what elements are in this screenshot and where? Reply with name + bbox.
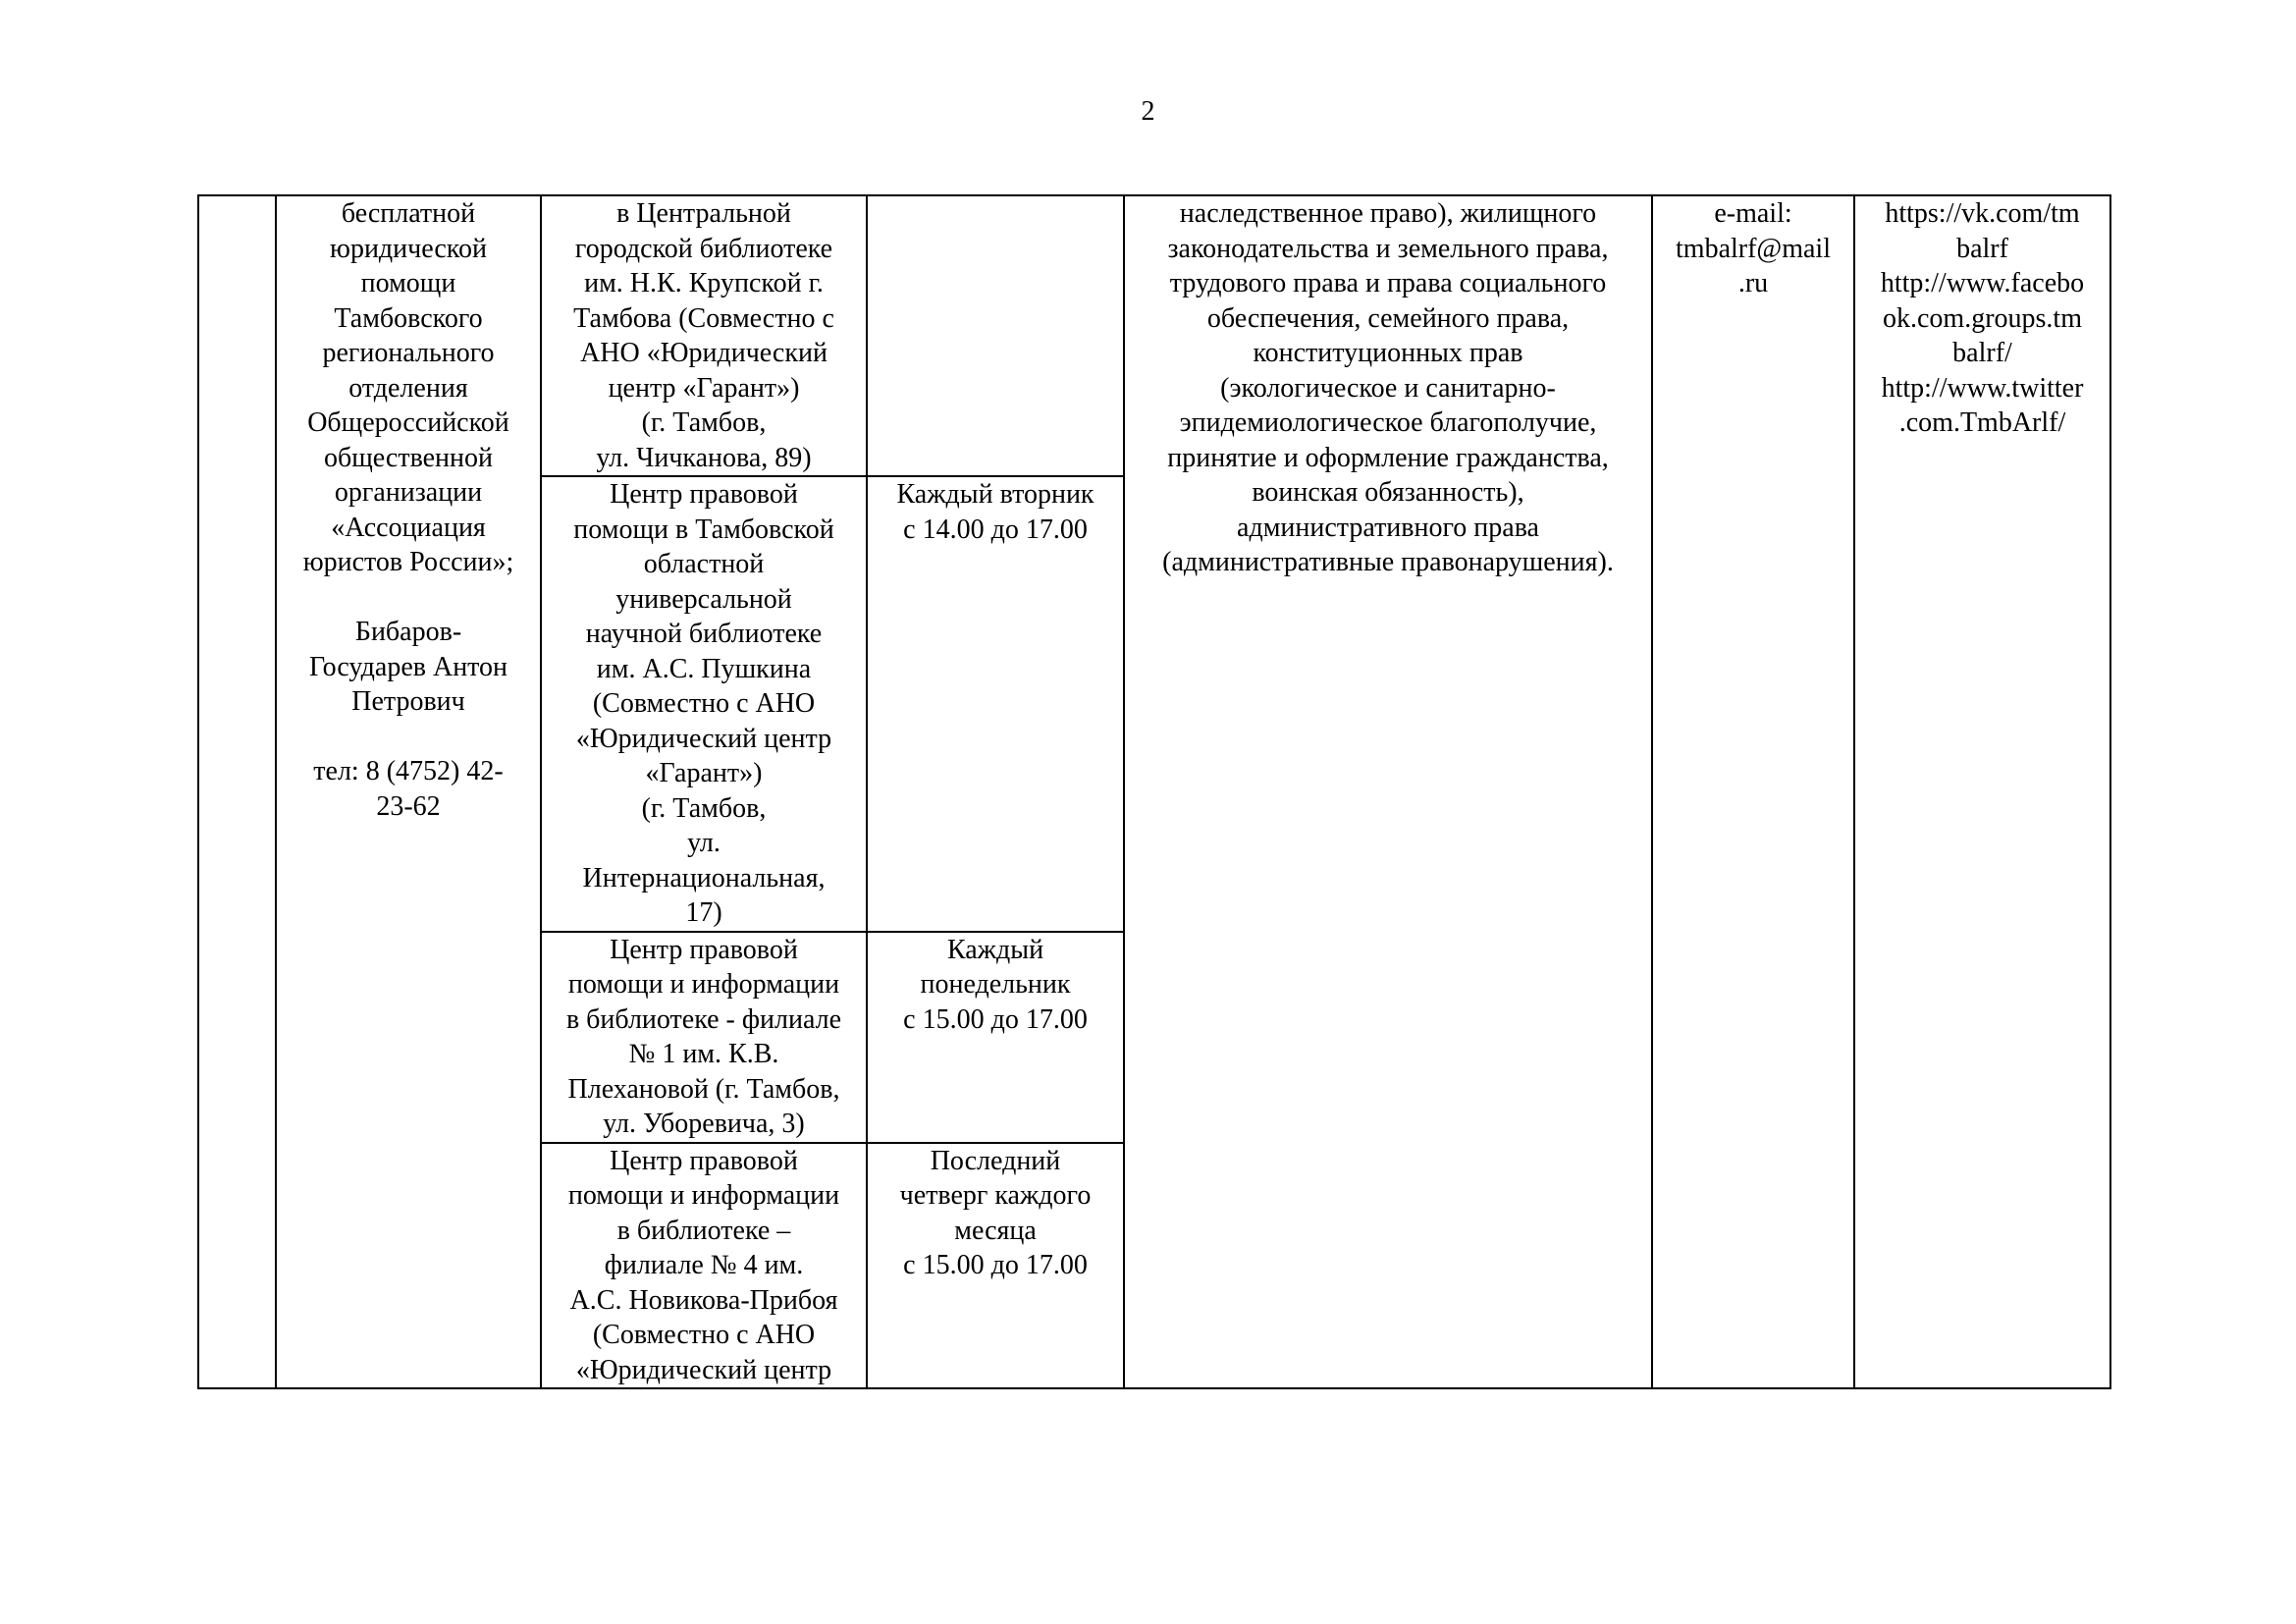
contact-phone: тел: 8 (4752) 42- 23-62	[313, 756, 504, 822]
organization-cell	[276, 195, 541, 1388]
social-links-cell: https://vk.com/tm balrf http://www.facebo ok.com.groups.tm balrf/ http://www.twitter .com.TmbArlf/	[1854, 195, 2110, 1388]
center-location-3: Центр правовой помощи и информации в библиотеке - филиале № 1 им. К.В. Плехановой (г. Тамбов, ул. Уборевича, 3)	[541, 932, 867, 1143]
center-schedule-1	[867, 195, 1124, 476]
center-schedule-2: Каждый вторник с 14.00 до 17.00	[867, 476, 1124, 932]
contact-person: Бибаров- Государев Антон Петрович	[308, 617, 508, 717]
legal-aid-schedule-table	[197, 194, 2111, 1389]
legal-topics-cell: наследственное право), жилищного законодательства и земельного права, трудового права и права социального обеспечения, семейного права, конституционных прав (экологическое и санитарно- эпидемиологическое благополучие, принятие и оформление гражданства, воинская обязанность), административного права (административные правонарушения).	[1124, 195, 1652, 1388]
center-location-2: Центр правовой помощи в Тамбовской областной универсальной научной библиотеке им. А.С. Пушкина (Совместно с АНО «Юридический центр «Гарант») (г. Тамбов, ул. Интернациональная, 17)	[541, 476, 867, 932]
center-location-1: в Центральной городской библиотеке им. Н.К. Крупской г. Тамбова (Совместно с АНО «Юридический центр «Гарант») (г. Тамбов, ул. Чичканова, 89)	[541, 195, 867, 476]
center-schedule-4: Последний четверг каждого месяца с 15.00 до 17.00	[867, 1143, 1124, 1389]
page-number: 2	[1141, 96, 1155, 127]
email-cell: e-mail: tmbalrf@mail .ru	[1652, 195, 1854, 1388]
row-number-cell	[198, 195, 276, 1388]
organization-name: бесплатной юридической помощи Тамбовского регионального отделения Общероссийской общественной организации «Ассоциация юристов России»;	[302, 198, 514, 577]
center-schedule-3: Каждый понедельник с 15.00 до 17.00	[867, 932, 1124, 1143]
center-location-4: Центр правовой помощи и информации в библиотеке – филиале № 4 им. А.С. Новикова-Прибоя (Совместно с АНО «Юридический центр	[541, 1143, 867, 1389]
